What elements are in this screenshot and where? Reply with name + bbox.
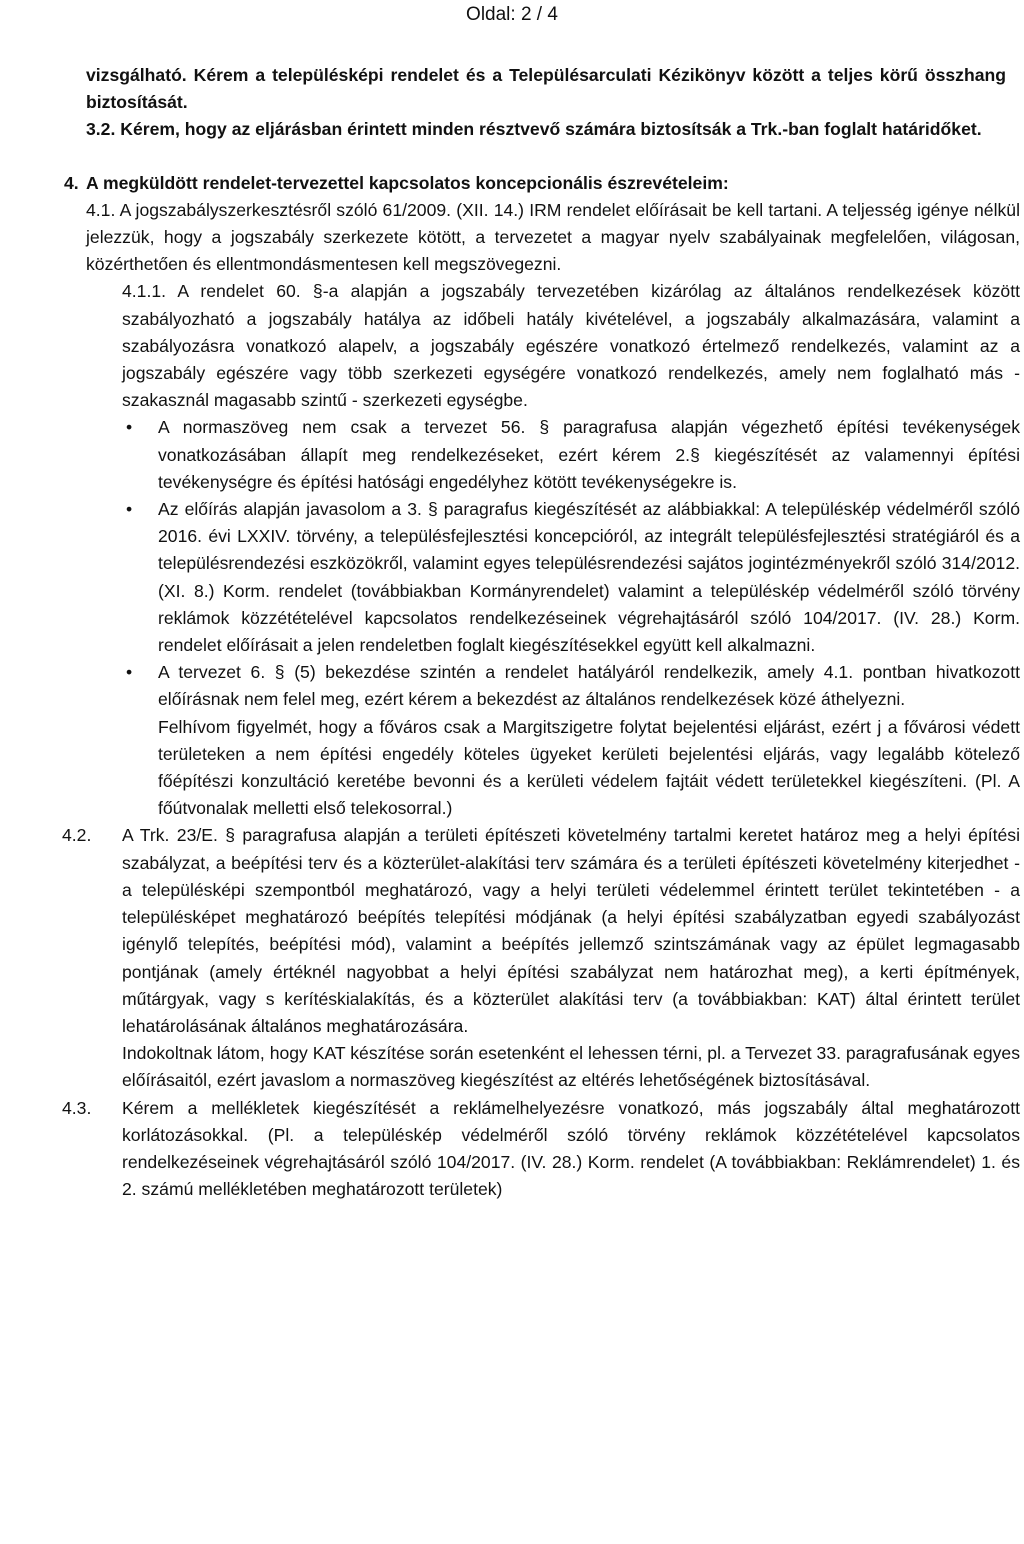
document-body bbox=[0, 62, 1024, 1203]
bullet-text: A normaszöveg nem csak a tervezet 56. § paragrafusa alapján végezhető építési tevékenységek vonatkozásában állapít meg rendelkezéseket, ezért kérem 2.§ kiegészítését az valamennyi építési tevékenységre és építési hatósági engedélyhez kötött tevékenységekre is. bbox=[158, 417, 1020, 492]
item-4-2-continuation-text: Indokoltnak látom, hogy KAT készítése során esetenként el lehessen térni, pl. a Tervezet 33. paragrafusának egyes előírásaitól, ezért javaslom a normaszöveg kiegészítést az eltérés lehetőségének biztosításával. bbox=[122, 1043, 1020, 1091]
intro-paragraph bbox=[0, 62, 1006, 116]
item-3-2-text: 3.2. Kérem, hogy az eljárásban érintett minden résztvevő számára biztosítsák a Trk.-ban foglalt határidőket. bbox=[86, 119, 982, 140]
bullet-item bbox=[0, 414, 1020, 496]
bullet-dot-icon: • bbox=[126, 662, 133, 683]
item-4-1-1 bbox=[0, 278, 1020, 414]
bullet-dot-icon: • bbox=[126, 417, 133, 438]
bullet-dot-icon: • bbox=[126, 499, 133, 520]
item-4-3 bbox=[0, 1095, 1020, 1204]
section-4-heading bbox=[0, 170, 1006, 197]
item-4-1-text: 4.1. A jogszabályszerkesztésről szóló 61/2009. (XII. 14.) IRM rendelet előírásait be kell tartani. A teljesség igénye nélkül jelezzük, hogy a jogszabály szerkezete kötött, a tervezetet a magyar nyelv szabályainak megfelelően, világosan, közérthetően és ellentmondásmentesen kell megszövegezni. bbox=[86, 199, 1020, 275]
bullet-followup-paragraph bbox=[0, 714, 1020, 823]
bullet-text: Az előírás alapján javasolom a 3. § paragrafus kiegészítését az alábbiakkal: A településkép védelméről szóló 2016. évi LXXIV. törvény, a településfejlesztési koncepcióról, az integrált településfejlesztési stratégiáról és a településrendezési eszközökről, valamint egyes településrendezési sajátos jogintézményekről szóló 314/2012. (XI. 8.) Korm. rendelet (továbbiakban Kormányrendelet) valamint a településkép védelméről szóló törvény reklámok közzétételével kapcsolatos rendelkezéseinek végrehajtásáról szóló 104/2017. (IV. 28.) Korm. rendelet előírásait a jelen rendeletben foglalt kiegészítésekkel együtt kell alkalmazni. bbox=[158, 499, 1020, 656]
item-4-2-continuation bbox=[0, 1040, 1020, 1094]
bullet-followup-text: Felhívom figyelmét, hogy a főváros csak a Margitszigetre folytat bejelentési eljárást, ezért j a fővárosi védett területeken a nem építési engedély köteles ügyeket kerületi bejelentési eljárás, vagy legalább kötelező főépítészi konzultáció keretébe bevonni és a kerületi védelem fajtáit védett területekkel kiegészíteni. (Pl. A főútvonalak melletti első telekosorral.) bbox=[158, 716, 1020, 819]
item-4-2 bbox=[0, 822, 1020, 1040]
item-4-2-number: 4.2. bbox=[62, 825, 92, 846]
section-4-title: A megküldött rendelet-tervezettel kapcsolatos koncepcionális észrevételeim: bbox=[86, 172, 729, 193]
item-3-2 bbox=[0, 116, 1006, 143]
item-4-1 bbox=[0, 197, 1020, 279]
intro-text: vizsgálható. Kérem a településképi rendelet és a Településarculati Kézikönyv között a teljes körű összhang biztosítását. bbox=[86, 65, 1006, 113]
item-4-2-text: A Trk. 23/E. § paragrafusa alapján a területi építészeti követelmény tartalmi keretet határoz meg a helyi építési szabályzat, a beépítési terv és a közterület-alakítási terv számára és a területi építészeti követelmény kiterjedhet - a településképi szempontból meghatározó, vagy a helyi területi védelemmel érintett terület tekintetében - a településképet meghatározó beépítés telepítési módjának (a helyi építési szabályzatban egyedi szabályozást igénylő telepítés, beépítési mód), valamint a beépítés jellemző szintszámának vagy az épület legmagasabb pontjának (amely értéknél nagyobbat a helyi építési szabályzat nem határozhat meg), a kerti építmények, műtárgyak, vagy s kerítéskialakítás, és a közterület alakítási terv (a továbbiakban: KAT) által érintett terület lehatárolásának általános meghatározására. bbox=[122, 825, 1020, 1036]
page-number-header: Oldal: 2 / 4 bbox=[466, 4, 558, 25]
section-4-number: 4. bbox=[64, 172, 79, 193]
bullet-text: A tervezet 6. § (5) bekezdése szintén a rendelet hatályáról rendelkezik, amely 4.1. pontban hivatkozott előírásnak nem felel meg, ezért kérem a bekezdést az általános rendelkezések közé áthelyezni. bbox=[158, 662, 1020, 710]
item-4-1-1-text: 4.1.1. A rendelet 60. §-a alapján a jogszabály tervezetében kizárólag az általános rendelkezések között szabályozható a jogszabály hatálya az időbeli hatály kivételével, a jogszabály alkalmazására, valamint a szabályozásra vonatkozó alapelv, a jogszabály egészére vonatkozó értelmező rendelkezés, valamint az a jogszabály egészére vagy több szerkezeti egységére vonatkozó rendelkezés, amely nem foglalható más - szakasznál magasabb szintű - szerkezeti egységbe. bbox=[122, 281, 1020, 411]
item-4-3-text: Kérem a mellékletek kiegészítését a reklámelhelyezésre vonatkozó, más jogszabály által meghatározott korlátozásokkal. (Pl. a településkép védelméről szóló törvény reklámok közzétételével kapcsolatos rendelkezéseinek végrehajtásáról szóló 104/2017. (IV. 28.) Korm. rendelet (A továbbiakban: Reklámrendelet) 1. és 2. számú mellékletében meghatározott területek) bbox=[122, 1097, 1020, 1200]
bullet-item bbox=[0, 659, 1020, 713]
item-4-3-number: 4.3. bbox=[62, 1097, 92, 1118]
bullet-item bbox=[0, 496, 1020, 659]
